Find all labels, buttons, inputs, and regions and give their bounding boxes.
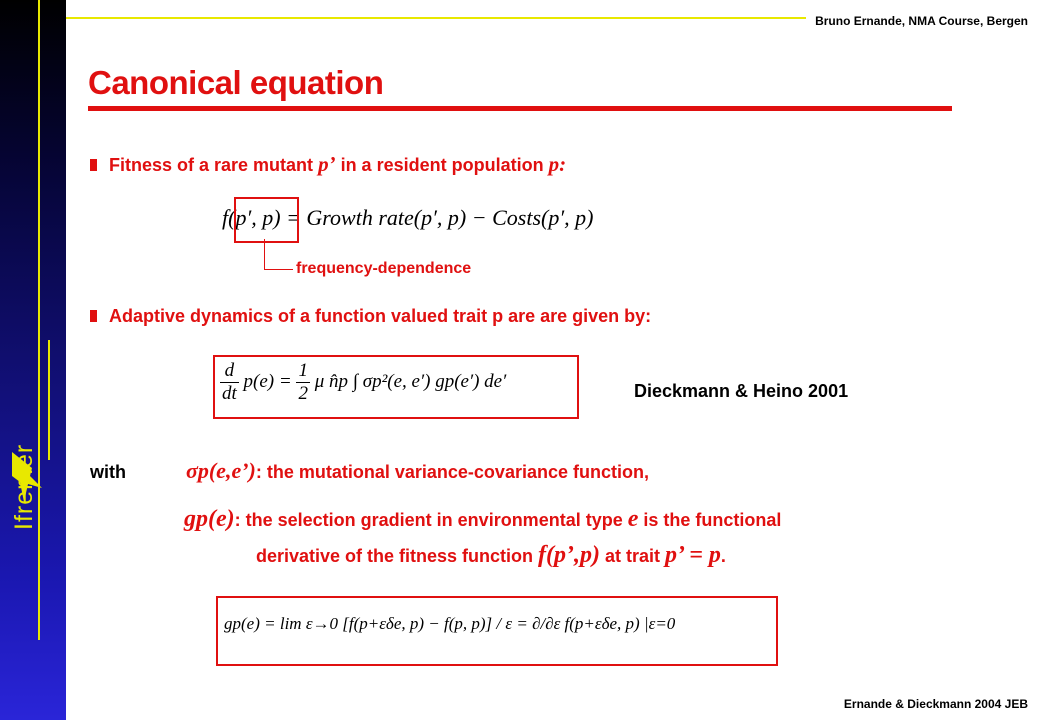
with-label: with <box>90 462 126 482</box>
footer-citation: Ernande & Dieckmann 2004 JEB <box>843 697 1028 711</box>
slide-author: Bruno Ernande, NMA Course, Bergen <box>815 14 1028 28</box>
bullet-adaptive-dynamics: Adaptive dynamics of a function valued trait p are are given by: <box>90 306 651 327</box>
sidebar-band <box>0 0 66 720</box>
sidebar-accent-line <box>38 0 40 640</box>
citation-dieckmann-heino: Dieckmann & Heino 2001 <box>634 381 849 401</box>
annotation-frequency-dependence: frequency-dependence <box>296 260 472 277</box>
top-rule <box>66 17 806 19</box>
definition-selection-gradient-continued: derivative of the fitness function f(p’,p) at trait p’ = p. <box>256 542 726 568</box>
brand-logo-text: Ifremer <box>10 443 38 530</box>
equation-text: f(p′, p) = Growth rate(p′, p) − Costs(p′, p) <box>222 205 594 230</box>
definition-mutational-variance: σp(e,e’): the mutational variance-covariance function, <box>186 458 649 483</box>
sidebar-accent-line-short <box>48 340 50 460</box>
equation-selection-gradient: gp(e) = lim ε→0 [f(p+εδe, p) − f(p, p)] / ε = ∂/∂ε f(p+εδe, p) |ε=0 <box>224 614 676 633</box>
annotation-connector <box>264 239 293 270</box>
bullet-square-icon <box>90 159 97 171</box>
bullet-square-icon <box>90 310 97 322</box>
slide-title: Canonical equation <box>88 64 384 101</box>
definition-selection-gradient: gp(e): the selection gradient in environmental type e is the functional <box>184 506 782 532</box>
title-underline <box>88 106 952 111</box>
equation-adaptive-dynamics: $\frac{d}{dt}$ p(e) = $\frac{1}{2}$ μ n̂p ∫ σp²(e, e′) gp(e′) de′ <box>222 360 507 404</box>
frequency-highlight-box <box>234 197 299 243</box>
bullet-fitness: Fitness of a rare mutant p’ in a resident population p: <box>90 152 566 177</box>
